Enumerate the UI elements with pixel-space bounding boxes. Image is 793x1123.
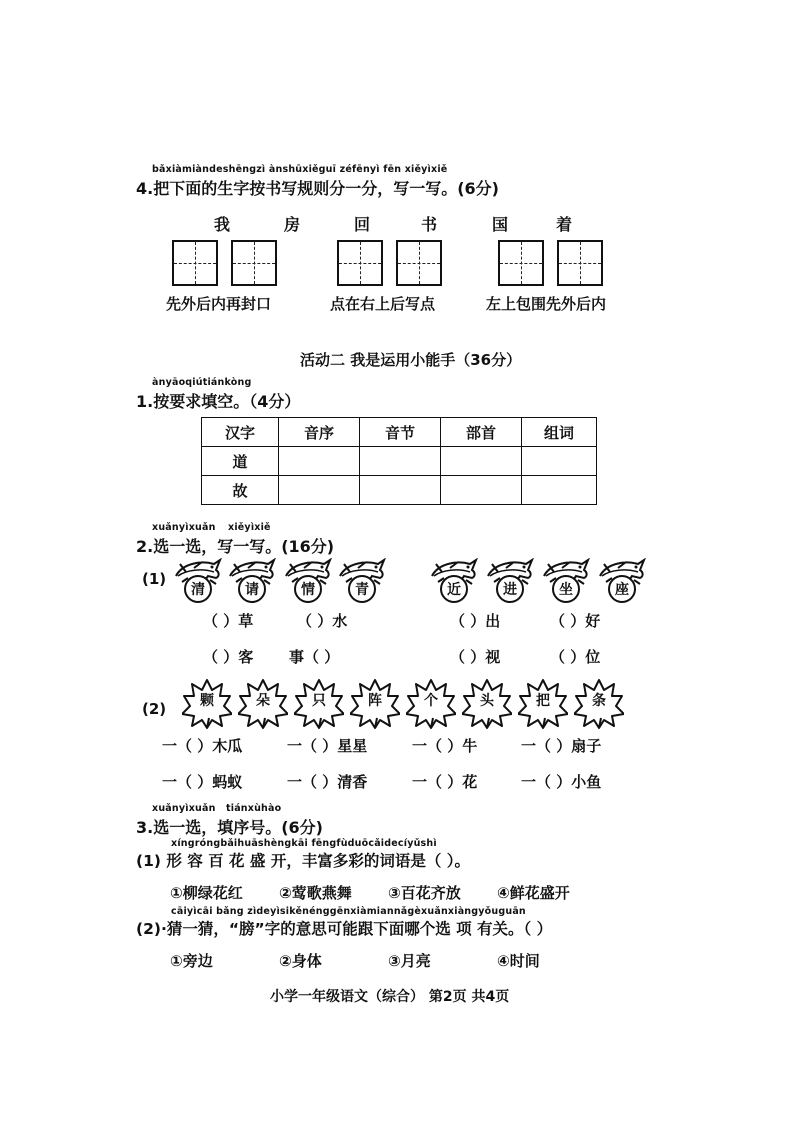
table-header: 音序 [279,418,360,447]
bird-card-qing4 [336,558,386,606]
bird-card-qing1 [172,558,222,606]
char-hui: 回 [354,215,371,234]
writing-grid-2-1[interactable] [337,240,383,286]
q3-s1-option[interactable]: ①柳绿花红 [170,884,243,902]
leaf-card-ba [518,678,568,730]
leaf-card-ge [406,678,456,730]
table-cell-input[interactable] [522,476,597,505]
bird-char: 进 [503,582,517,598]
activity2-title: 活动二 我是运用小能手（36分） [300,351,522,369]
q3-s2-text: (2)·猜一猜，“膀”字的意思可能跟下面哪个选 项 有关。（ ） [136,920,553,938]
q3-s2-option[interactable]: ④时间 [497,952,540,970]
bird-char: 情 [301,582,315,598]
leaf-card-zhi [294,678,344,730]
char-guo: 国 [492,215,509,234]
table-cell-input[interactable] [441,476,522,505]
table-header-row [202,418,597,447]
q4-pinyin: bǎxiàmiàndeshēngzì ànshūxiěguī zéfēnyì fēn xiěyìxiě [152,164,448,175]
bird-char: 座 [615,582,629,598]
table-cell-input[interactable] [279,447,360,476]
measure-blank[interactable]: 一（ ）扇子 [521,737,602,755]
pinyin-table [201,417,597,505]
leaf-char: 个 [424,693,438,709]
fill-blank[interactable]: （ ）位 [550,648,601,666]
rule-group-1: 先外后内再封口 [166,295,272,313]
writing-grid-1-1[interactable] [172,240,218,286]
table-cell-input[interactable] [360,476,441,505]
q3-s1-option[interactable]: ③百花齐放 [388,884,461,902]
measure-blank[interactable]: 一（ ）小鱼 [521,773,602,791]
leaf-card-tiao [574,678,624,730]
leaf-char: 朵 [256,693,270,709]
fill-blank[interactable]: （ ）视 [450,648,501,666]
bird-card-qing3 [282,558,332,606]
bird-card-jin1 [428,558,478,606]
q3-s2-option[interactable]: ③月亮 [388,952,431,970]
leaf-char: 头 [480,693,494,709]
char-shu: 书 [421,215,438,234]
q3-s2-option[interactable]: ②身体 [279,952,322,970]
q3-pinyin-a: xuǎnyìxuǎn [152,803,216,814]
bird-char: 坐 [559,582,573,598]
q2-pinyin-a: xuǎnyìxuǎn [152,522,216,533]
part1-label: (1) [142,570,167,588]
fill-blank[interactable]: （ ）好 [550,612,601,630]
leaf-card-tou [462,678,512,730]
char-zhe: 着 [556,215,573,234]
table-cell-input[interactable] [441,447,522,476]
measure-blank[interactable]: 一（ ）木瓜 [162,737,243,755]
bird-card-jin2 [484,558,534,606]
writing-grid-3-2[interactable] [557,240,603,286]
table-cell: 道 [202,447,279,476]
fill-blank[interactable]: （ ）出 [450,612,501,630]
q3-s1-option[interactable]: ②莺歌燕舞 [279,884,352,902]
q2-pinyin-b: xiěyìxiě [228,522,271,533]
leaf-char: 把 [536,693,550,709]
measure-blank[interactable]: 一（ ）牛 [412,737,478,755]
writing-grid-1-2[interactable] [231,240,277,286]
leaf-char: 颗 [200,693,214,709]
leaf-card-duo [238,678,288,730]
rule-group-3: 左上包围先外后内 [486,295,607,313]
writing-grid-3-1[interactable] [498,240,544,286]
fill-blank[interactable]: （ ）水 [297,612,348,630]
q4-title: 4.把下面的生字按书写规则分一分，写一写。(6分) [136,179,499,198]
q1-pinyin: ànyāoqiútiánkòng [152,377,252,388]
fill-blank[interactable]: （ ）客 [203,648,254,666]
char-wo: 我 [214,215,231,234]
char-fang: 房 [284,215,301,234]
q3-s1-option[interactable]: ④鲜花盛开 [497,884,570,902]
q2-title: 2.选一选，写一写。(16分) [136,537,335,556]
bird-char: 请 [245,582,259,598]
measure-blank[interactable]: 一（ ）蚂蚁 [162,773,243,791]
table-header: 组词 [522,418,597,447]
writing-grid-2-2[interactable] [396,240,442,286]
page-footer: 小学一年级语文（综合） 第2页 共4页 [270,989,510,1005]
table-header: 汉字 [202,418,279,447]
bird-char: 近 [447,582,461,598]
table-header: 音节 [360,418,441,447]
fill-blank[interactable]: 事（ ） [289,648,340,666]
bird-char: 青 [355,582,369,598]
q3-pinyin-b: tiánxùhào [226,803,282,814]
measure-blank[interactable]: 一（ ）清香 [287,773,368,791]
leaf-char: 只 [312,693,326,709]
q1-title: 1.按要求填空。（4分） [136,392,301,411]
part2-label: (2) [142,700,167,718]
fill-blank[interactable]: （ ）草 [203,612,254,630]
table-row [202,476,597,505]
table-cell-input[interactable] [279,476,360,505]
q3-s2-option[interactable]: ①旁边 [170,952,213,970]
leaf-card-zhen [350,678,400,730]
leaf-char: 阵 [368,693,382,709]
table-row [202,447,597,476]
q3-s1-text: (1) 形 容 百 花 盛 开，丰富多彩的词语是（ ）。 [136,852,470,870]
table-cell-input[interactable] [360,447,441,476]
table-cell-input[interactable] [522,447,597,476]
bird-card-qing2 [226,558,276,606]
table-header: 部首 [441,418,522,447]
bird-card-zuo1 [540,558,590,606]
leaf-char: 条 [592,693,606,709]
q3-s1-pinyin: xíngróngbǎihuāshèngkāi fēngfùduōcǎidecíyǔshì [171,838,437,849]
measure-blank[interactable]: 一（ ）花 [412,773,478,791]
bird-card-zuo2 [596,558,646,606]
leaf-card-ke [182,678,232,730]
rule-group-2: 点在右上后写点 [330,295,436,313]
q3-title: 3.选一选，填序号。(6分) [136,818,323,837]
bird-char: 清 [191,582,205,598]
table-cell: 故 [202,476,279,505]
q3-s2-pinyin: cāiyìcāi bǎng zìdeyìsikěnénggēnxiàmiannǎgèxuǎnxiàngyǒuguān [171,906,526,917]
measure-blank[interactable]: 一（ ）星星 [287,737,368,755]
